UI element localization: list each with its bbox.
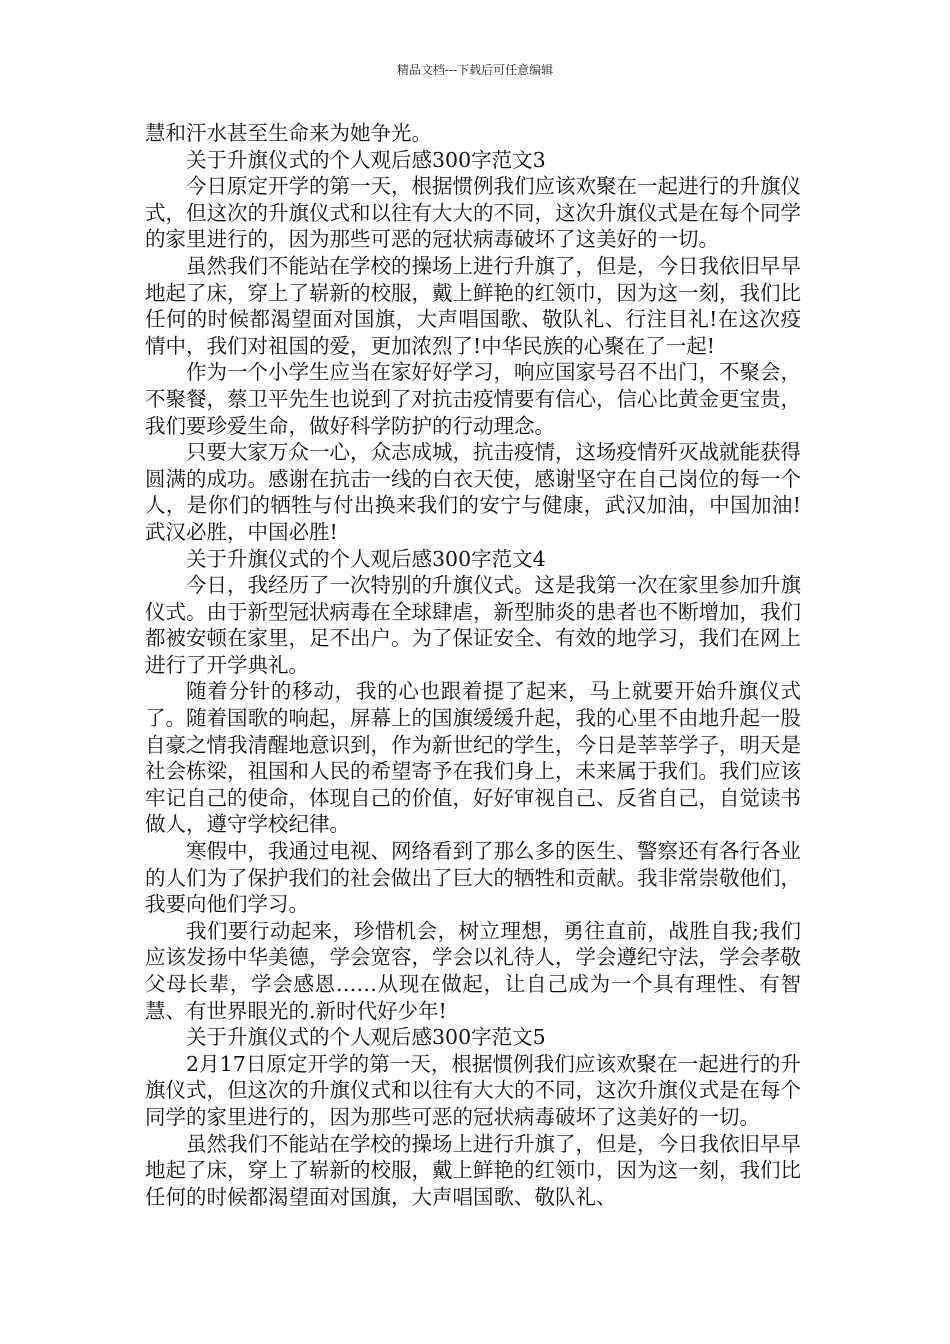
section-heading: 关于升旗仪式的个人观后感300字范文4 <box>186 546 546 571</box>
paragraph: 虽然我们不能站在学校的操场上进行升旗了，但是，今日我依旧早早地起了床，穿上了崭新的校服，戴上鲜艳的红领巾，因为这一刻，我们比任何的时候都渴望面对国旗，大声唱国歌、敬队礼、行注目礼!在这次疫情中，我们对祖国的爱，更加浓烈了!中华民族的心聚在了一起! <box>145 253 801 358</box>
paragraph: 2月17日原定开学的第一天，根据惯例我们应该欢聚在一起进行的升旗仪式，但这次的升旗仪式和以往有大大的不同，这次升旗仪式是在每个同学的家里进行的，因为那些可恶的冠状病毒破坏了这美好的一切。 <box>145 1051 801 1129</box>
page-header: 精品文档---下载后可任意编辑 <box>396 63 554 77</box>
paragraph: 虽然我们不能站在学校的操场上进行升旗了，但是，今日我依旧早早地起了床，穿上了崭新的校服，戴上鲜艳的红领巾，因为这一刻，我们比任何的时候都渴望面对国旗，大声唱国歌、敬队礼、 <box>145 1131 801 1209</box>
paragraph: 只要大家万众一心，众志成城，抗击疫情，这场疫情歼灭战就能获得圆满的成功。感谢在抗击一线的白衣天使，感谢坚守在自己岗位的每一个人，是你们的牺牲与付出换来我们的安宁与健康，武汉加油，中国加油!武汉必胜，中国必胜! <box>145 440 801 544</box>
section-heading: 关于升旗仪式的个人观后感300字范文3 <box>186 147 546 172</box>
paragraph: 寒假中，我通过电视、网络看到了那么多的医生、警察还有各行各业的人们为了保护我们的社会做出了巨大的牺牲和贡献。我非常崇敬他们，我要向他们学习。 <box>145 839 801 917</box>
paragraph: 今日原定开学的第一天，根据惯例我们应该欢聚在一起进行的升旗仪式，但这次的升旗仪式和以往有大大的不同，这次升旗仪式是在每个同学的家里进行的，因为那些可恶的冠状病毒破坏了这美好的一切。 <box>145 174 801 252</box>
section-heading: 关于升旗仪式的个人观后感300字范文5 <box>186 1025 546 1050</box>
paragraph: 我们要行动起来，珍惜机会，树立理想，勇往直前，战胜自我;我们应该发扬中华美德，学会宽容，学会以礼待人，学会遵纪守法，学会孝敬父母长辈，学会感恩……从现在做起，让自己成为一个具有理性、有智慧、有世界眼光的.新时代好少年! <box>145 918 801 1023</box>
paragraph-continuation: 慧和汗水甚至生命来为她争光。 <box>145 121 432 145</box>
paragraph: 今日，我经历了一次特别的升旗仪式。这是我第一次在家里参加升旗仪式。由于新型冠状病毒在全球肆虐，新型肺炎的患者也不断增加，我们都被安顿在家里，足不出户。为了保证安全、有效的地学习，我们在网上进行了开学典礼。 <box>145 573 801 677</box>
paragraph: 随着分针的移动，我的心也跟着提了起来，马上就要开始升旗仪式了。随着国歌的响起，屏幕上的国旗缓缓升起，我的心里不由地升起一股自豪之情我清醒地意识到，作为新世纪的学生，今日是莘莘学子，明天是社会栋梁，祖国和人民的希望寄予在我们身上，未来属于我们。我们应该牢记自己的使命，体现自己的价值，好好审视自己、反省自己，自觉读书做人，遵守学校纪律。 <box>145 679 801 837</box>
paragraph: 作为一个小学生应当在家好好学习，响应国家号召不出门，不聚会，不聚餐，蔡卫平先生也说到了对抗击疫情要有信心，信心比黄金更宝贵，我们要珍爱生命，做好科学防护的行动理念。 <box>145 360 801 438</box>
document-body <box>145 120 801 1210</box>
